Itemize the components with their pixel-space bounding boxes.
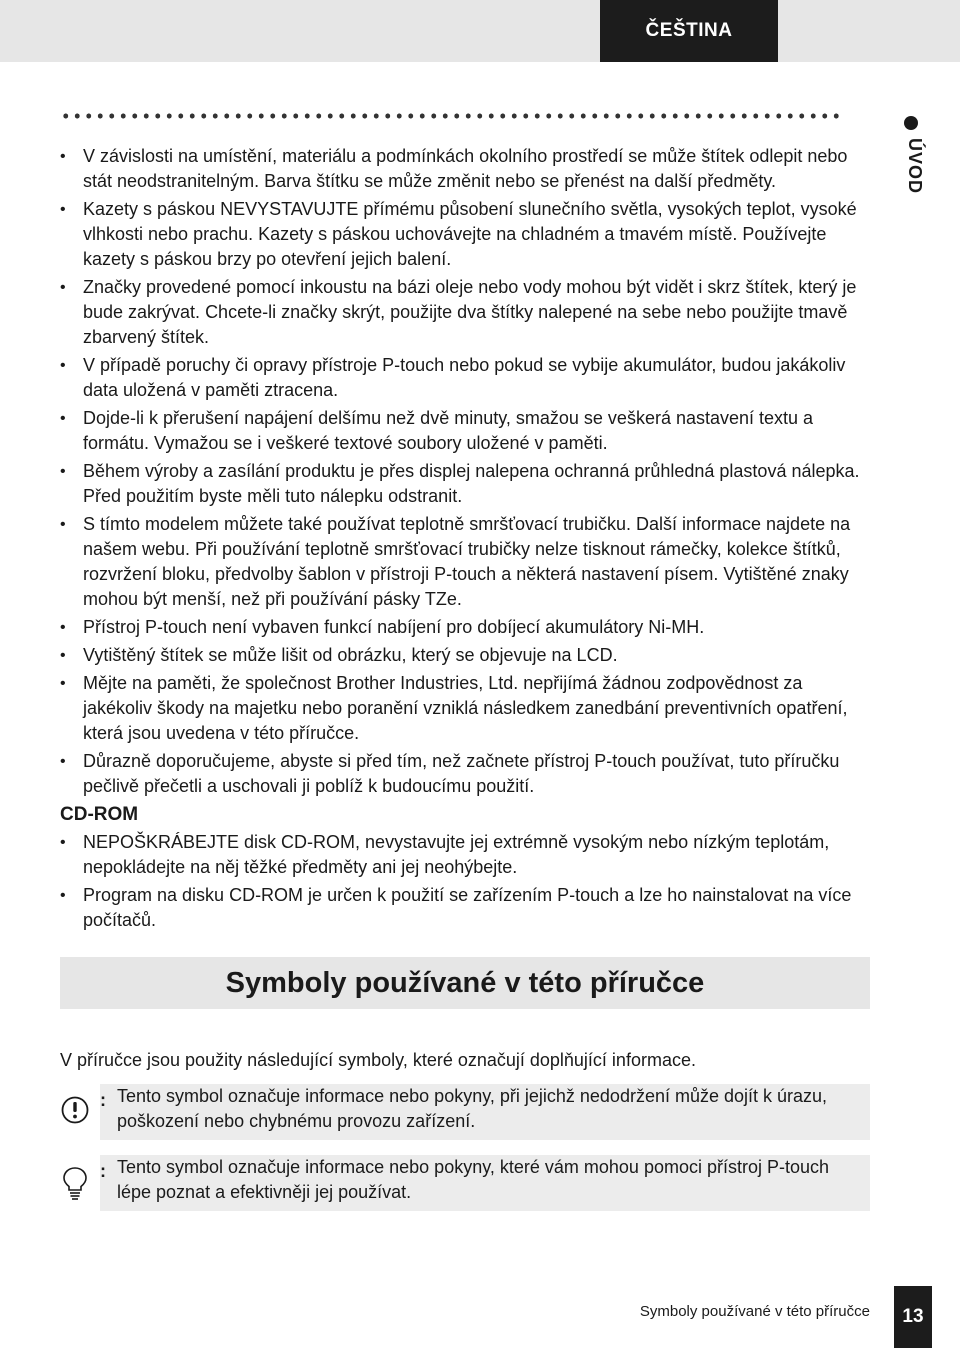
exclamation-icon (60, 1093, 90, 1127)
header-bar (0, 0, 960, 62)
list-item: • Značky provedené pomocí inkoustu na bázi oleje nebo vody mohou být vidět i skrz štítek, který je bude zakrývat. Chcete-li značky skrýt, použijte dva štítky nalepené na sebe nebo použijte tmavě zbarvený štítek. (60, 275, 870, 350)
bullet-dot-icon (904, 116, 918, 130)
cdrom-list (60, 830, 870, 933)
lightbulb-icon (60, 1165, 90, 1199)
list-item: • NEPOŠKRÁBEJTE disk CD-ROM, nevystavujte jej extrémně vysokým nebo nízkým teplotám, nepokládejte na něj těžké předměty ani jej neohýbejte. (60, 830, 870, 880)
symbols-intro: V příručce jsou použity následující symboly, které označují doplňující informace. (60, 1050, 696, 1070)
tip-text: Tento symbol označuje informace nebo pokyny, které vám mohou pomoci přístroj P-touch lépe poznat a efektivněji jej používat. (117, 1157, 830, 1202)
cdrom-heading: CD-ROM (60, 804, 139, 825)
dotted-divider (60, 112, 844, 120)
caution-text: Tento symbol označuje informace nebo pokyny, při jejichž nedodržení může dojít k úrazu, poškození nebo chybnému provozu zařízení. (117, 1086, 828, 1131)
language-tab: ČEŠTINA (600, 0, 778, 62)
page-number: 13 (894, 1286, 932, 1348)
caution-note (100, 1084, 870, 1140)
list-item: • Důrazně doporučujeme, abyste si před tím, než začnete přístroj P-touch používat, tuto příručku pečlivě přečetli a uschovali ji poblíž k budoucímu použití. (60, 749, 870, 799)
list-item: • Vytištěný štítek se může lišit od obrázku, který se objevuje na LCD. (60, 643, 870, 668)
list-item: • Během výroby a zasílání produktu je přes displej nalepena ochranná průhledná plastová nálepka. Před použitím byste měli tuto nálepku odstranit. (60, 459, 870, 509)
list-item: • V závislosti na umístění, materiálu a podmínkách okolního prostředí se může štítek odlepit nebo stát neodstranitelným. Barva štítku se může změnit nebo se přenést na další předměty. (60, 144, 870, 194)
precautions-list (60, 144, 870, 799)
footer-section-name: Symboly používané v této příručce (639, 1303, 870, 1320)
section-title: Symboly používané v této příručce (60, 957, 870, 1009)
list-item: • Dojde-li k přerušení napájení delšímu než dvě minuty, smažou se veškerá nastavení textu a formátu. Vymažou se i veškeré textové soubory uložené v paměti. (60, 406, 870, 456)
list-item: • Program na disku CD-ROM je určen k použití se zařízením P-touch a lze ho nainstalovat na více počítačů. (60, 883, 870, 933)
tip-colon: : (100, 1161, 106, 1181)
list-item: • S tímto modelem můžete také používat teplotně smršťovací trubičku. Další informace najdete na našem webu. Při používání teplotně smršťovací trubičky nelze tisknout rámečky, kolekce štítků, rozvržení bloku, předvolby šablon v přístroji P-touch a některá nastavení písem. Vytištěné znaky mohou být menší, než při používání pásky TZe. (60, 512, 870, 612)
list-item: • Kazety s páskou NEVYSTAVUJTE přímému působení slunečního světla, vysokých teplot, vysoké vlhkosti nebo prachu. Kazety s páskou uchovávejte na chladném a tmavém místě. Používejte kazety s páskou brzy po otevření jejich balení. (60, 197, 870, 272)
main-content (60, 144, 870, 936)
caution-colon: : (100, 1090, 106, 1110)
list-item: • Mějte na paměti, že společnost Brother Industries, Ltd. nepřijímá žádnou zodpovědnost za jakékoliv škody na majetku nebo poranění vzniklá následkem zanedbání preventivních opatření, která jsou uvedena v této příručce. (60, 671, 870, 746)
list-item: • Přístroj P-touch není vybaven funkcí nabíjení pro dobíjecí akumulátory Ni-MH. (60, 615, 870, 640)
list-item: • V případě poruchy či opravy přístroje P-touch nebo pokud se vybije akumulátor, budou jakákoliv data uložená v paměti ztracena. (60, 353, 870, 403)
tip-note (100, 1155, 870, 1211)
side-section-text: ÚVOD (905, 138, 925, 195)
side-section-label (897, 116, 927, 206)
